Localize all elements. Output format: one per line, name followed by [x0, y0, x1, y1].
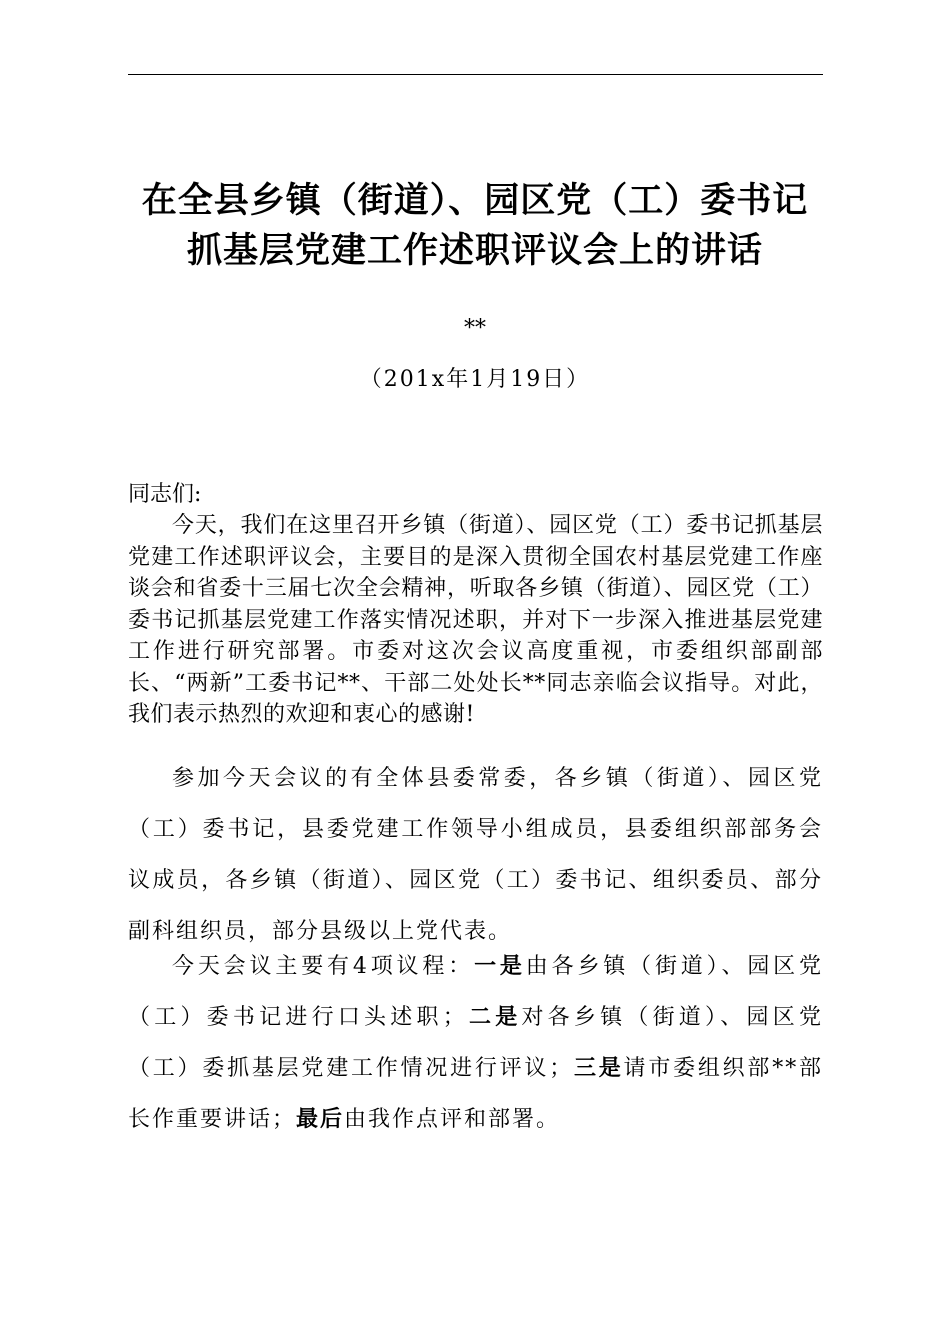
- agenda-item-1-label: 一是: [474, 954, 526, 979]
- agenda-item-2-label: 二是: [466, 1005, 522, 1030]
- document-title: [110, 176, 840, 276]
- paragraph-2: 参加今天会议的有全体县委常委，各乡镇（街道）、园区党（工）委书记，县委党建工作领导小组成员，县委组织部部务会议成员，各乡镇（街道）、园区党（工）委书记、组织委员、部分副科组织员，部分县级以上党代表。: [128, 766, 823, 944]
- title-line-1: 在全县乡镇（街道）、园区党（工）委书记: [141, 181, 809, 221]
- agenda-item-4-label: 最后: [296, 1107, 345, 1132]
- salutation: 同志们:: [128, 482, 202, 507]
- paragraph-1: 今天，我们在这里召开乡镇（街道）、园区党（工）委书记抓基层党建工作述职评议会，主要目的是深入贯彻全国农村基层党建工作座谈会和省委十三届七次全会精神，听取各乡镇（街道）、园区党（工）委书记抓基层党建工作落实情况述职，并对下一步深入推进基层党建工作进行研究部署。市委对这次会议高度重视，市委组织部副部长、“两新”工委书记**、干部二处处长**同志亲临会议指导。对此，我们表示热烈的欢迎和衷心的感谢!: [128, 513, 823, 727]
- title-line-2: 抓基层党建工作述职评议会上的讲话: [186, 231, 763, 271]
- agenda-item-1-text: 由各乡镇（街道）、园区党（工）委书记进行口头述职；: [128, 954, 823, 1030]
- agenda-item-4-text: 由我作点评和部署。: [344, 1107, 561, 1132]
- speech-date: （201x年1月19日）: [359, 367, 591, 392]
- agenda-item-2-text: 对各乡镇（街道）、园区党（工）委抓基层党建工作情况进行评议；: [128, 1005, 823, 1081]
- agenda-intro: 今天会议主要有4项议程：: [172, 954, 475, 979]
- agenda-paragraph: [128, 941, 823, 1145]
- agenda-item-3-text: 请市委组织部**部长作重要讲话；: [128, 1056, 823, 1132]
- header-rule: [128, 74, 823, 75]
- author: **: [464, 316, 486, 341]
- agenda-item-3-label: 三是: [573, 1056, 624, 1081]
